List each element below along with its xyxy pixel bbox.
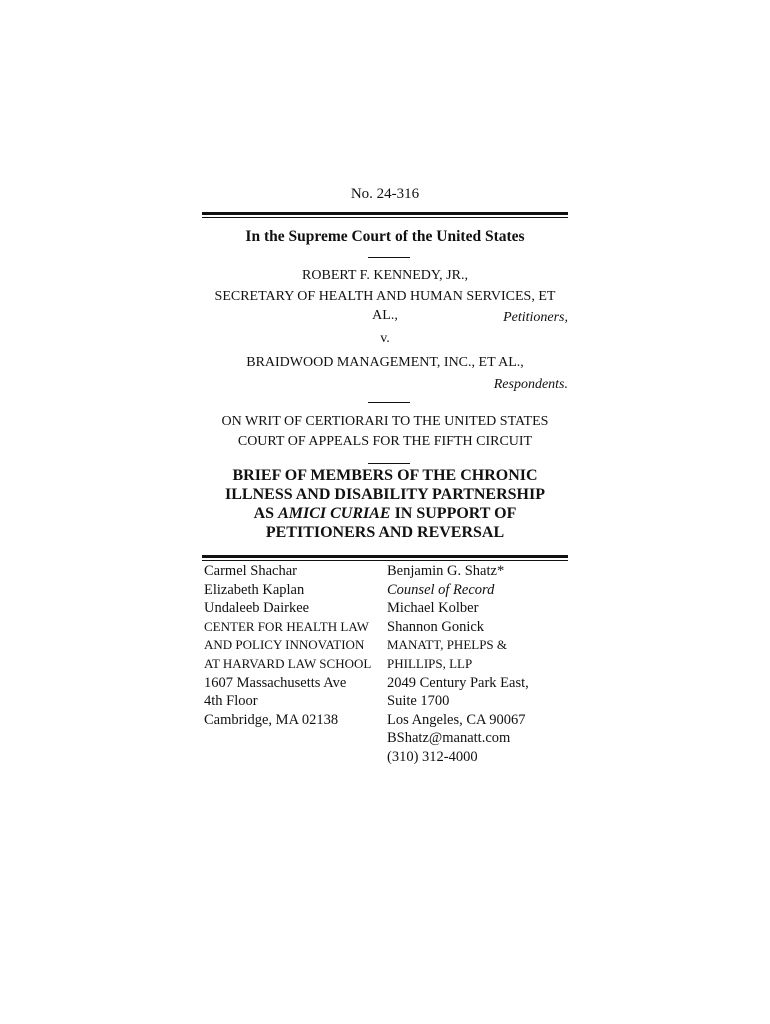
- brief-title-line-3: [202, 504, 568, 523]
- counsel-left-line: Carmel Shachar: [204, 563, 298, 579]
- brief-title-line-2: ILLNESS AND DISABILITY PARTNERSHIP: [225, 486, 545, 503]
- counsel-left-line: 1607 Massachusetts Ave: [204, 674, 347, 691]
- counsel-email: BShatz@manatt.com: [387, 730, 511, 747]
- top-double-rule: [202, 212, 568, 215]
- docket-number: No. 24-316: [350, 186, 420, 202]
- counsel-right-column: [387, 562, 572, 767]
- counsel-right-line: MANATT, PHELPS &: [387, 637, 508, 653]
- court-title: In the Supreme Court of the United States: [245, 228, 525, 245]
- brief-title-line-1: BRIEF OF MEMBERS OF THE CHRONIC: [232, 467, 538, 484]
- respondent-role: Respondents.: [493, 377, 568, 392]
- counsel-left-line: AND POLICY INNOVATION: [204, 637, 365, 653]
- counsel-of-record: Counsel of Record: [387, 581, 495, 598]
- short-divider: [368, 257, 410, 258]
- counsel-left-line: Cambridge, MA 02138: [204, 711, 339, 728]
- petitioner-name-text: ROBERT F. KENNEDY, JR.,: [302, 268, 468, 283]
- counsel-right-line: PHILLIPS, LLP: [387, 655, 473, 671]
- brief-title: [202, 466, 568, 542]
- writ-line-1: ON WRIT OF CERTIORARI TO THE UNITED STATES: [221, 414, 549, 429]
- counsel-right-line: 2049 Century Park East,: [387, 674, 529, 691]
- counsel-phone: (310) 312-4000: [387, 748, 478, 765]
- counsel-right-line: Shannon Gonick: [387, 618, 485, 635]
- versus: v.: [380, 331, 390, 346]
- counsel-left-line: Undaleeb Dairkee: [204, 600, 310, 617]
- brief-title-line-3-pre: AS: [253, 505, 279, 522]
- counsel-left-column: [204, 562, 384, 729]
- counsel-left-line: Elizabeth Kaplan: [204, 581, 305, 598]
- counsel-right-line: Los Angeles, CA 90067: [387, 711, 526, 728]
- counsel-left-line: AT HARVARD LAW SCHOOL: [204, 655, 372, 671]
- petitioner-title-text: SECRETARY OF HEALTH AND HUMAN SERVICES, ET AL.,: [214, 289, 556, 323]
- brief-title-line-3-post: IN SUPPORT OF: [390, 505, 517, 522]
- short-divider-3: [368, 463, 410, 464]
- brief-title-line-4: PETITIONERS AND REVERSAL: [265, 524, 505, 541]
- brief-title-amici: AMICI CURIAE: [278, 505, 391, 522]
- counsel-left-line: 4th Floor: [204, 693, 258, 710]
- petitioner-role: Petitioners,: [503, 310, 568, 325]
- respondent-name-text: BRAIDWOOD MANAGEMENT, INC., ET AL.,: [246, 355, 524, 370]
- counsel-right-line: Michael Kolber: [387, 600, 479, 617]
- counsel-left-line: CENTER FOR HEALTH LAW: [204, 618, 369, 634]
- short-divider-2: [368, 402, 410, 403]
- bottom-double-rule: [202, 555, 568, 558]
- counsel-right-line: Benjamin G. Shatz*: [387, 563, 505, 579]
- petitioner-name: [202, 266, 568, 285]
- counsel-right-line: Suite 1700: [387, 693, 450, 710]
- respondent-name: [202, 353, 568, 372]
- writ-line-2: COURT OF APPEALS FOR THE FIFTH CIRCUIT: [237, 434, 533, 449]
